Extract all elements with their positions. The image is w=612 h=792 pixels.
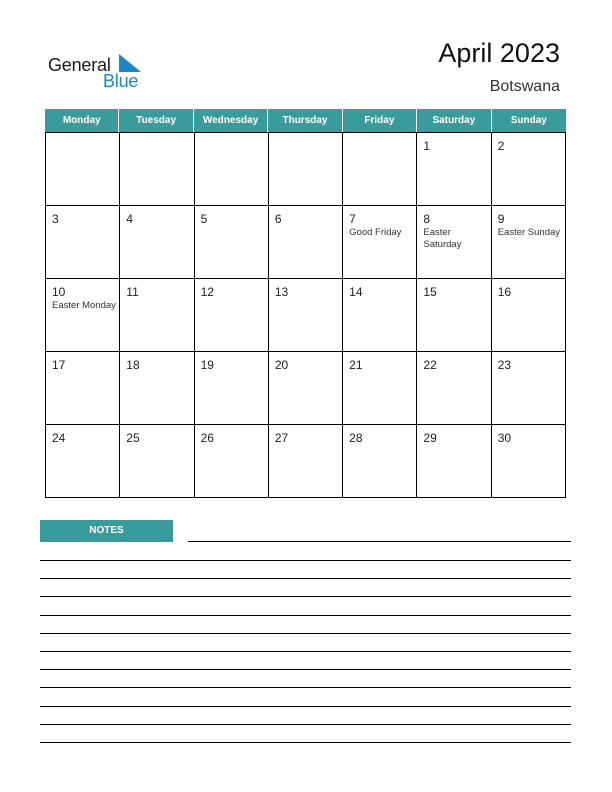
day-cell[interactable] (120, 352, 194, 425)
day-number: 24 (52, 431, 66, 445)
notes-line (40, 596, 571, 597)
day-cell[interactable] (343, 206, 417, 279)
day-number: 9 (497, 212, 505, 226)
day-cell[interactable] (492, 352, 566, 425)
day-cell[interactable] (195, 206, 269, 279)
day-number: 29 (423, 431, 437, 445)
day-number: 22 (423, 358, 437, 372)
day-number: 10 (52, 285, 66, 299)
country-name: Botswana (489, 78, 560, 95)
day-cell[interactable] (120, 279, 194, 352)
day-number: 4 (126, 212, 133, 226)
day-cell[interactable] (492, 279, 566, 352)
holiday-label: Easter Monday (52, 300, 116, 311)
day-cell[interactable] (120, 133, 194, 206)
day-cell[interactable] (417, 279, 491, 352)
logo-text-general: General (48, 55, 111, 75)
day-number: 28 (349, 431, 363, 445)
holiday-label: Good Friday (349, 227, 402, 238)
day-number: 8 (423, 212, 431, 226)
day-cell[interactable] (417, 206, 491, 279)
day-cell[interactable] (492, 425, 566, 498)
day-number: 5 (200, 212, 208, 226)
day-number: 26 (200, 431, 214, 445)
day-number: 11 (126, 285, 139, 299)
day-cell[interactable] (343, 133, 417, 206)
calendar-body (45, 132, 566, 498)
day-number: 21 (349, 358, 363, 372)
day-cell[interactable] (343, 279, 417, 352)
day-cell[interactable] (343, 352, 417, 425)
notes-line (40, 560, 571, 561)
weekday-friday: Friday (343, 109, 417, 132)
calendar-grid (45, 109, 566, 499)
notes-line (40, 742, 571, 743)
day-cell[interactable] (269, 425, 343, 498)
day-number: 3 (52, 212, 59, 226)
notes-line (40, 633, 571, 634)
day-number: 1 (423, 139, 431, 153)
day-cell[interactable] (195, 352, 269, 425)
day-cell[interactable] (120, 425, 194, 498)
notes-line (40, 615, 571, 616)
weekday-tuesday: Tuesday (119, 109, 193, 132)
day-number: 17 (52, 358, 66, 372)
notes-line (40, 687, 571, 688)
day-number: 16 (497, 285, 512, 299)
day-number: 18 (126, 358, 140, 372)
day-cell[interactable] (46, 206, 120, 279)
weekday-monday: Monday (45, 109, 119, 132)
day-cell[interactable] (492, 206, 566, 279)
day-cell[interactable] (492, 133, 566, 206)
day-cell[interactable] (195, 279, 269, 352)
day-number: 23 (497, 358, 512, 372)
day-number: 14 (349, 285, 363, 299)
day-cell[interactable] (120, 206, 194, 279)
notes-line (40, 669, 571, 670)
holiday-label: Easter Sunday (497, 227, 561, 238)
weekday-saturday: Saturday (417, 109, 491, 132)
day-number: 2 (497, 139, 505, 153)
day-number: 20 (274, 358, 289, 372)
logo-text-blue: Blue (103, 71, 139, 91)
day-number: 6 (274, 212, 282, 226)
notes-line (40, 724, 571, 725)
day-number: 7 (349, 212, 356, 226)
day-number: 30 (497, 431, 512, 445)
day-cell[interactable] (46, 133, 120, 206)
day-cell[interactable] (46, 425, 120, 498)
day-cell[interactable] (269, 206, 343, 279)
day-cell[interactable] (46, 352, 120, 425)
notes-line (40, 651, 571, 652)
day-number: 19 (200, 358, 214, 372)
notes-line (188, 541, 571, 542)
brand-logo (48, 52, 158, 92)
weekday-wednesday: Wednesday (194, 109, 268, 132)
day-number: 25 (126, 431, 140, 445)
weekday-header-row (45, 109, 566, 132)
day-cell[interactable] (343, 425, 417, 498)
day-cell[interactable] (269, 279, 343, 352)
page-title: April 2023 (438, 38, 560, 68)
day-cell[interactable] (269, 133, 343, 206)
notes-line (40, 578, 571, 579)
day-cell[interactable] (195, 133, 269, 206)
day-cell[interactable] (46, 279, 120, 352)
day-cell[interactable] (417, 133, 491, 206)
logo-triangle-icon (119, 54, 141, 72)
day-cell[interactable] (417, 425, 491, 498)
day-cell[interactable] (417, 352, 491, 425)
day-number: 13 (274, 285, 289, 299)
day-number: 12 (200, 285, 214, 299)
day-cell[interactable] (195, 425, 269, 498)
holiday-label: Easter Saturday (423, 227, 462, 250)
notes-label: NOTES (40, 520, 173, 542)
weekday-sunday: Sunday (510, 115, 547, 126)
day-number: 15 (423, 285, 437, 299)
day-number: 27 (274, 431, 289, 445)
notes-line (40, 706, 571, 707)
weekday-thursday: Thursday (268, 109, 342, 132)
day-cell[interactable] (269, 352, 343, 425)
